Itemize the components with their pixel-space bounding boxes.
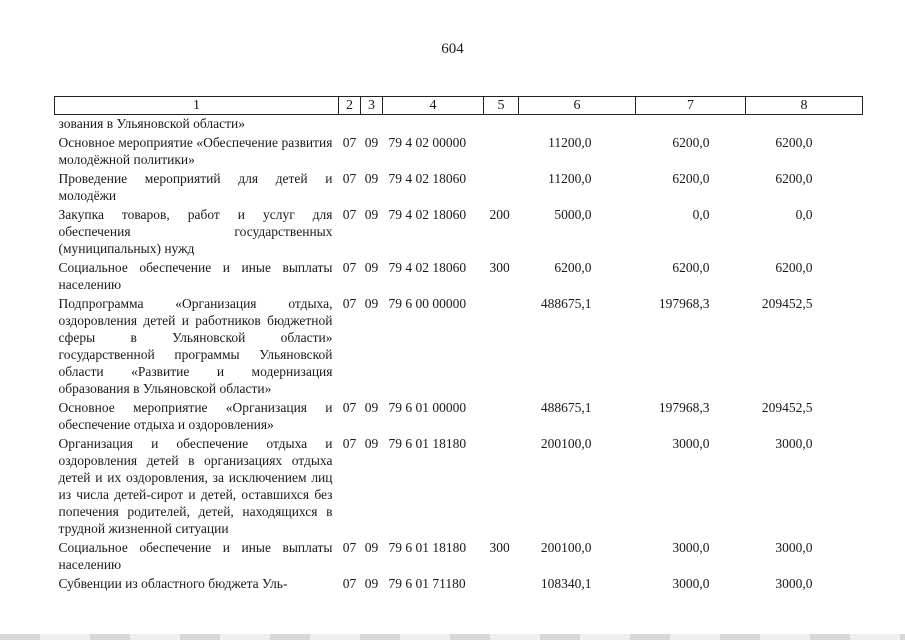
amount-year1-cell: 11200,0 <box>548 171 592 186</box>
column-header-3: 3 <box>361 97 383 115</box>
subsection-code-cell: 09 <box>364 576 379 591</box>
amount-year3-cell <box>746 115 863 133</box>
subsection-code-cell: 09 <box>364 260 379 275</box>
amount-year2-cell: 197968,3 <box>658 400 710 415</box>
amount-year2-cell <box>636 115 746 133</box>
budget-table <box>54 96 863 592</box>
target-article-cell: 79 6 01 00000 <box>388 400 467 415</box>
amount-year3-cell: 209452,5 <box>761 400 813 415</box>
subsection-code-cell: 09 <box>364 540 379 555</box>
page-number: 604 <box>441 41 464 57</box>
expense-type-cell <box>484 132 519 168</box>
subsection-code-cell: 09 <box>364 436 379 451</box>
amount-year1-cell: 11200,0 <box>548 135 592 150</box>
subsection-code-cell: 09 <box>364 207 379 222</box>
expense-type-cell: 200 <box>489 207 510 222</box>
column-header-7: 7 <box>636 97 746 115</box>
section-code-cell: 07 <box>342 207 357 222</box>
row-name-cell: Закупка товаров, работ и услуг для обеспечения государственных (муниципальных) нужд <box>58 207 333 256</box>
target-article-cell: 79 4 02 00000 <box>388 135 467 150</box>
table-row <box>55 132 863 168</box>
amount-year3-cell: 3000,0 <box>775 436 813 451</box>
row-name-cell: Подпрограмма «Организация отдыха, оздоровления детей и работников бюджетной сферы в Ульяновской области» государственной программы Ульяновской области «Развитие и модернизация образования в Ульяновской области» <box>58 296 333 396</box>
target-article-cell: 79 6 00 00000 <box>388 296 467 311</box>
column-header-5: 5 <box>484 97 519 115</box>
target-article-cell: 79 6 01 18180 <box>388 540 467 555</box>
target-article-cell: 79 6 01 71180 <box>388 576 466 591</box>
subsection-code-cell: 09 <box>364 296 379 311</box>
amount-year3-cell: 6200,0 <box>775 171 813 186</box>
expense-type-cell <box>484 397 519 433</box>
amount-year3-cell: 6200,0 <box>775 260 813 275</box>
section-code-cell: 07 <box>342 436 357 451</box>
subsection-code-cell: 09 <box>364 400 379 415</box>
row-name-cell: Основное мероприятие «Обеспечение развития молодёжной политики» <box>58 135 333 167</box>
table-row <box>55 293 863 397</box>
target-article-cell: 79 4 02 18060 <box>388 207 467 222</box>
amount-year3-cell: 6200,0 <box>775 135 813 150</box>
expense-type-cell <box>484 293 519 397</box>
amount-year2-cell: 3000,0 <box>672 540 710 555</box>
section-code-cell: 07 <box>342 400 357 415</box>
amount-year2-cell: 0,0 <box>692 207 710 222</box>
amount-year1-cell: 200100,0 <box>540 540 592 555</box>
section-code-cell: 07 <box>342 260 357 275</box>
table-row <box>55 115 863 133</box>
table-row <box>55 433 863 537</box>
column-header-8: 8 <box>746 97 863 115</box>
column-header-1: 1 <box>55 97 339 115</box>
section-code-cell: 07 <box>342 171 357 186</box>
row-name-cell: Проведение мероприятий для детей и молодёжи <box>58 171 333 203</box>
table-row <box>55 573 863 592</box>
table-row <box>55 537 863 573</box>
table-row <box>55 257 863 293</box>
amount-year3-cell: 0,0 <box>795 207 813 222</box>
amount-year1-cell: 108340,1 <box>540 576 592 591</box>
amount-year2-cell: 3000,0 <box>672 436 710 451</box>
amount-year2-cell: 197968,3 <box>658 296 710 311</box>
expense-type-cell: 300 <box>489 540 510 555</box>
target-article-cell: 79 4 02 18060 <box>388 260 467 275</box>
row-name-cell: Социальное обеспечение и иные выплаты населению <box>58 540 333 572</box>
table-row <box>55 168 863 204</box>
row-name-cell: зования в Ульяновской области» <box>58 116 245 131</box>
amount-year3-cell: 3000,0 <box>775 576 813 591</box>
section-code-cell <box>339 115 361 133</box>
subsection-code-cell: 09 <box>364 171 379 186</box>
amount-year2-cell: 6200,0 <box>672 171 710 186</box>
subsection-code-cell <box>361 115 383 133</box>
budget-table-container <box>54 96 862 592</box>
row-name-cell: Основное мероприятие «Организация и обеспечение отдыха и оздоровления» <box>58 400 333 432</box>
expense-type-cell: 300 <box>489 260 510 275</box>
amount-year2-cell: 6200,0 <box>672 260 710 275</box>
amount-year1-cell <box>519 115 636 133</box>
expense-type-cell <box>484 168 519 204</box>
table-body <box>55 115 863 593</box>
row-name-cell: Организация и обеспечение отдыха и оздоровления детей в организациях отдыха детей и их оздоровления, за исключением лиц из числа детей-сирот и детей, оставшихся без попечения родителей, детей, находящихся в трудной жизненной ситуации <box>58 436 333 536</box>
amount-year1-cell: 488675,1 <box>540 296 592 311</box>
section-code-cell: 07 <box>342 296 357 311</box>
expense-type-cell <box>484 115 519 133</box>
amount-year1-cell: 488675,1 <box>540 400 592 415</box>
amount-year2-cell: 6200,0 <box>672 135 710 150</box>
section-code-cell: 07 <box>342 576 357 591</box>
section-code-cell: 07 <box>342 540 357 555</box>
amount-year1-cell: 5000,0 <box>554 207 592 222</box>
target-article-cell: 79 6 01 18180 <box>388 436 467 451</box>
amount-year1-cell: 200100,0 <box>540 436 592 451</box>
section-code-cell: 07 <box>342 135 357 150</box>
amount-year3-cell: 3000,0 <box>775 540 813 555</box>
table-row <box>55 397 863 433</box>
row-name-cell: Социальное обеспечение и иные выплаты населению <box>58 260 333 292</box>
column-header-4: 4 <box>383 97 484 115</box>
amount-year3-cell: 209452,5 <box>761 296 813 311</box>
amount-year1-cell: 6200,0 <box>554 260 592 275</box>
table-row <box>55 204 863 257</box>
expense-type-cell <box>484 573 519 592</box>
column-header-2: 2 <box>339 97 361 115</box>
row-name-cell: Субвенции из областного бюджета Уль- <box>58 576 288 591</box>
scan-edge-artifact <box>0 634 905 640</box>
expense-type-cell <box>484 433 519 537</box>
column-header-6: 6 <box>519 97 636 115</box>
amount-year2-cell: 3000,0 <box>672 576 710 591</box>
subsection-code-cell: 09 <box>364 135 379 150</box>
target-article-cell: 79 4 02 18060 <box>388 171 467 186</box>
target-article-cell <box>383 115 484 133</box>
table-header-row <box>55 97 863 115</box>
